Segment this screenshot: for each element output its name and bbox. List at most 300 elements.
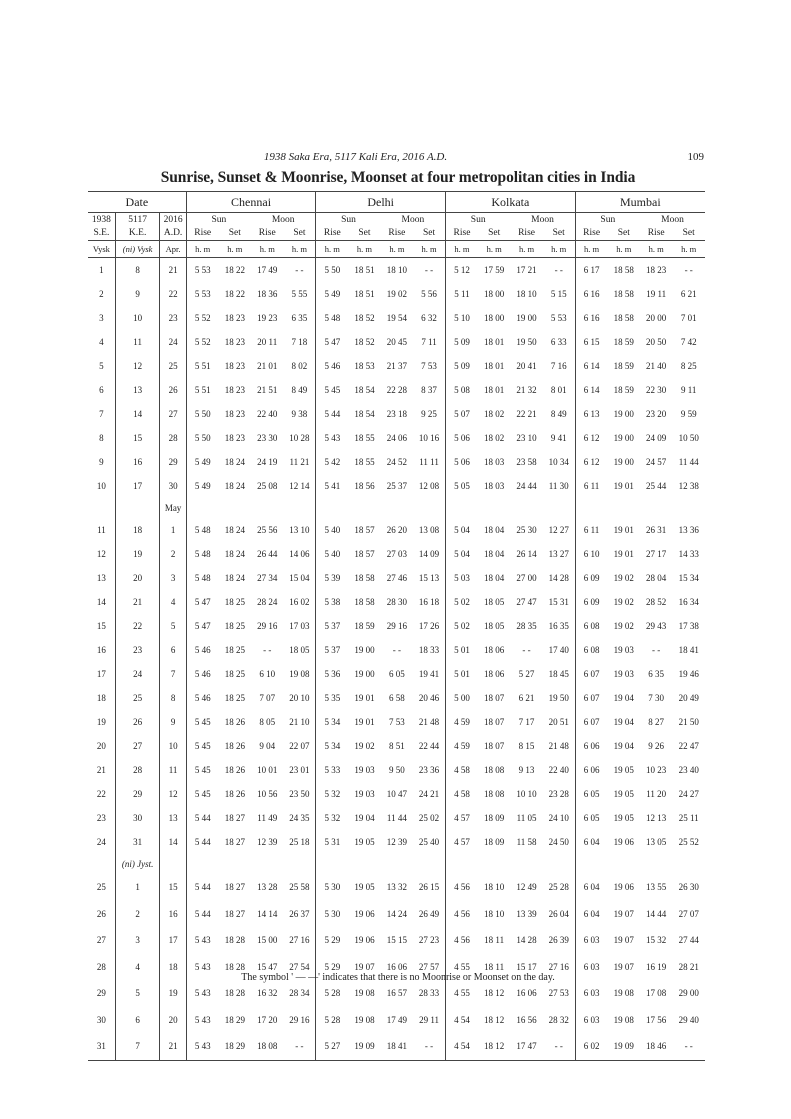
time-cell: 19 05: [354, 837, 375, 847]
ke-day: 13: [115, 378, 160, 402]
time-cell: 6 58: [389, 693, 405, 703]
time-cell: 20 46: [418, 693, 440, 703]
time-cell: 5 46: [316, 354, 348, 378]
time-cell: 25 56: [257, 525, 278, 535]
time-cell: 5 27: [518, 669, 535, 679]
time-cell: 5 47: [316, 330, 348, 354]
time-cell: 18 58: [354, 597, 375, 607]
time-cell: 6 08: [575, 638, 607, 662]
time-cell: 19 06: [354, 908, 375, 919]
time-cell: - -: [413, 1033, 445, 1060]
ad-day: 3: [160, 566, 186, 590]
time-cell: 19 01: [613, 481, 634, 491]
time-cell: 26 20: [386, 525, 407, 535]
ke-day: 22: [115, 614, 160, 638]
time-cell: 18 58: [613, 313, 634, 323]
time-cell: 5 45: [186, 758, 218, 782]
time-cell: 19 54: [386, 313, 407, 323]
time-cell: 27 07: [678, 908, 699, 919]
set-header: Set: [358, 228, 371, 238]
time-cell: 5 52: [186, 306, 218, 330]
time-cell: 6 05: [575, 806, 607, 830]
ke-day: 14: [115, 402, 160, 426]
time-cell: 26 14: [516, 549, 537, 559]
time-cell: 5 51: [186, 354, 218, 378]
ad-day: 28: [160, 426, 186, 450]
table-row: [88, 980, 705, 1007]
time-cell: 5 40: [316, 542, 348, 566]
time-cell: 18 12: [478, 1033, 510, 1060]
time-cell: 19 03: [613, 669, 634, 679]
time-cell: 19 08: [354, 1014, 375, 1025]
ke-day: 10: [115, 306, 160, 330]
time-cell: 25 28: [548, 882, 569, 893]
time-cell: 28 33: [418, 988, 440, 999]
time-cell: 20 50: [646, 337, 667, 347]
time-cell: 18 02: [484, 409, 505, 419]
unit-label: h. m: [219, 241, 251, 258]
empty-cell: [543, 854, 575, 874]
time-cell: 20 41: [516, 361, 537, 371]
time-cell: - -: [522, 645, 531, 655]
table-row: [88, 590, 705, 614]
time-cell: 24 52: [386, 457, 407, 467]
ad-day: 10: [160, 734, 186, 758]
time-cell: 6 13: [575, 402, 607, 426]
time-cell: 19 08: [289, 669, 310, 679]
empty-cell: [316, 854, 348, 874]
se-day: 11: [97, 525, 106, 535]
se-day: 23: [96, 813, 106, 823]
time-cell: 29 00: [678, 988, 699, 999]
time-cell: 27 34: [257, 573, 278, 583]
time-cell: 24 57: [646, 457, 667, 467]
table-row: [88, 1033, 705, 1060]
time-cell: 18 27: [224, 813, 245, 823]
time-cell: 6 16: [575, 282, 607, 306]
time-cell: 5 49: [316, 282, 348, 306]
time-cell: 12 38: [678, 481, 699, 491]
time-cell: 18 07: [484, 693, 505, 703]
time-cell: 26 39: [548, 935, 569, 946]
table-row: [88, 402, 705, 426]
ke-day: 28: [115, 758, 160, 782]
time-cell: 9 25: [421, 409, 437, 419]
ke-day: 2: [115, 901, 160, 928]
time-cell: 22 44: [418, 741, 440, 751]
footnote: The symbol ' — —' indicates that there is no Moonrise or Moonset on the day.: [241, 972, 555, 983]
time-cell: 18 05: [484, 597, 505, 607]
time-cell: 18 28: [224, 961, 245, 972]
time-cell: 28 52: [646, 597, 667, 607]
table-row: [88, 566, 705, 590]
time-cell: 20 49: [678, 693, 699, 703]
ad-day: 12: [160, 782, 186, 806]
time-cell: 17 47: [510, 1033, 542, 1060]
time-cell: - -: [263, 645, 272, 655]
time-cell: 19 02: [386, 289, 407, 299]
time-cell: 8 37: [421, 385, 437, 395]
table-row: [88, 1007, 705, 1034]
time-cell: 28 21: [678, 961, 699, 972]
time-cell: 19 00: [613, 409, 634, 419]
ke-day: 1: [115, 874, 160, 901]
time-cell: 18 29: [219, 1033, 251, 1060]
date-header: Date: [88, 192, 186, 213]
time-cell: 13 36: [678, 525, 699, 535]
set-header: Set: [552, 228, 565, 238]
time-cell: 4 56: [446, 901, 478, 928]
time-cell: 29 43: [646, 621, 667, 631]
time-cell: 5 04: [446, 518, 478, 542]
time-cell: 19 07: [613, 961, 634, 972]
ke-day: 30: [115, 806, 160, 830]
table-row: [88, 830, 705, 854]
time-cell: 24 50: [548, 837, 569, 847]
time-cell: 18 07: [484, 741, 505, 751]
empty-cell: [510, 854, 542, 874]
time-cell: 5 47: [186, 614, 218, 638]
astro-table: [88, 191, 705, 1061]
time-cell: 5 07: [446, 402, 478, 426]
time-cell: 24 09: [646, 433, 667, 443]
time-cell: 13 28: [257, 882, 278, 893]
time-cell: 12 08: [418, 481, 440, 491]
time-cell: 19 05: [613, 789, 634, 799]
time-cell: 11 20: [646, 789, 667, 799]
time-cell: 18 23: [224, 361, 245, 371]
time-cell: 18 11: [484, 935, 505, 946]
time-cell: 8 01: [550, 385, 567, 395]
time-cell: 6 14: [575, 354, 607, 378]
time-cell: 5 00: [446, 686, 478, 710]
time-cell: 5 30: [316, 874, 348, 901]
time-cell: 20 45: [386, 337, 407, 347]
time-cell: 6 07: [575, 662, 607, 686]
ad-day: 22: [160, 282, 186, 306]
time-cell: 19 11: [646, 289, 667, 299]
time-cell: 27 44: [678, 935, 699, 946]
time-cell: 11 44: [678, 457, 699, 467]
time-cell: 20 11: [257, 337, 278, 347]
time-cell: 5 37: [316, 614, 348, 638]
time-cell: 6 15: [575, 330, 607, 354]
time-cell: - -: [392, 645, 401, 655]
ke-day: 27: [115, 734, 160, 758]
time-cell: 5 53: [186, 282, 218, 306]
time-cell: 28 32: [548, 1014, 569, 1025]
time-cell: 22 28: [386, 385, 407, 395]
time-cell: 21 37: [386, 361, 407, 371]
time-cell: 18 24: [224, 549, 245, 559]
month-label-row: [88, 854, 705, 874]
time-cell: 19 07: [613, 908, 634, 919]
time-cell: 18 54: [354, 409, 375, 419]
time-cell: 21 48: [418, 717, 440, 727]
unit-label: h. m: [510, 241, 542, 258]
time-cell: 18 05: [289, 645, 310, 655]
time-cell: 15 04: [289, 573, 310, 583]
ke-day: 21: [115, 590, 160, 614]
time-cell: 5 03: [446, 566, 478, 590]
empty-cell: [672, 498, 705, 518]
time-cell: 5 55: [291, 289, 308, 299]
time-cell: 25 40: [418, 837, 440, 847]
time-cell: 23 28: [548, 789, 569, 799]
empty-cell: [219, 498, 251, 518]
time-cell: 23 36: [418, 765, 440, 775]
time-cell: 24 19: [257, 457, 278, 467]
empty-cell: [575, 854, 607, 874]
time-cell: 6 02: [575, 1033, 607, 1060]
table-row: [88, 662, 705, 686]
time-cell: 5 53: [186, 258, 218, 283]
time-cell: 21 10: [289, 717, 310, 727]
time-cell: 17 59: [484, 265, 505, 275]
ke-day: 15: [115, 426, 160, 450]
se-day: 17: [96, 669, 106, 679]
time-cell: 18 54: [354, 385, 375, 395]
time-cell: 13 39: [516, 908, 537, 919]
city-header-mumbai: Mumbai: [575, 192, 705, 213]
time-cell: 5 35: [316, 686, 348, 710]
se-day: 6: [99, 385, 104, 395]
time-cell: 18 01: [484, 361, 505, 371]
time-cell: 24 35: [289, 813, 310, 823]
se-day: 31: [88, 1033, 115, 1060]
ke-day: 23: [115, 638, 160, 662]
table-row: [88, 426, 705, 450]
header-row-cities: [88, 192, 705, 213]
time-cell: 5 48: [186, 566, 218, 590]
time-cell: 16 19: [646, 961, 667, 972]
rise-header: Rise: [258, 228, 276, 238]
time-cell: 19 08: [613, 988, 634, 999]
era-ad-year: 2016: [160, 213, 186, 227]
time-cell: 17 40: [548, 645, 569, 655]
time-cell: 25 44: [646, 481, 667, 491]
time-cell: 10 23: [646, 765, 667, 775]
time-cell: 7 11: [421, 337, 437, 347]
time-cell: 5 44: [186, 901, 218, 928]
empty-cell: [446, 854, 478, 874]
moon-header: Moon: [401, 214, 425, 225]
time-cell: - -: [652, 645, 661, 655]
time-cell: 5 43: [316, 426, 348, 450]
ad-day: 25: [160, 354, 186, 378]
time-cell: 5 50: [316, 258, 348, 283]
time-cell: 16 57: [386, 988, 407, 999]
time-cell: 14 14: [257, 908, 278, 919]
time-cell: 6 35: [648, 669, 665, 679]
time-cell: 10 01: [257, 765, 278, 775]
time-cell: 19 03: [354, 765, 375, 775]
moon-header: Moon: [661, 214, 684, 225]
se-day: 14: [96, 597, 106, 607]
time-cell: 18 06: [484, 645, 505, 655]
time-cell: 18 23: [224, 409, 245, 419]
time-cell: 24 21: [418, 789, 440, 799]
se-day: 24: [96, 837, 106, 847]
moon-header: Moon: [271, 214, 295, 225]
time-cell: 5 12: [446, 258, 478, 283]
time-cell: 5 40: [316, 518, 348, 542]
time-cell: 12 39: [386, 837, 407, 847]
time-cell: 19 06: [613, 837, 634, 847]
time-cell: 28 34: [289, 988, 310, 999]
time-cell: 5 43: [186, 1033, 218, 1060]
table-row: [88, 378, 705, 402]
time-cell: 8 27: [648, 717, 665, 727]
time-cell: 18 09: [484, 813, 505, 823]
time-cell: 18 24: [224, 573, 245, 583]
time-cell: 27 00: [516, 573, 537, 583]
time-cell: 23 40: [678, 765, 699, 775]
empty-cell: [510, 498, 542, 518]
time-cell: 6 05: [575, 782, 607, 806]
city-header-delhi: Delhi: [316, 192, 446, 213]
time-cell: 5 53: [550, 313, 567, 323]
time-cell: 18 23: [646, 265, 667, 275]
se-day: 18: [96, 693, 106, 703]
time-cell: 5 37: [316, 638, 348, 662]
unit-label: h. m: [186, 241, 218, 258]
time-cell: 6 09: [575, 590, 607, 614]
time-cell: 19 41: [418, 669, 440, 679]
header-row-rise-set: [88, 226, 705, 241]
time-cell: 5 42: [316, 450, 348, 474]
empty-cell: [478, 498, 510, 518]
time-cell: 5 38: [316, 590, 348, 614]
time-cell: 6 03: [575, 1007, 607, 1034]
time-cell: 4 57: [446, 806, 478, 830]
time-cell: 5 28: [316, 1007, 348, 1034]
time-cell: 11 49: [257, 813, 278, 823]
time-cell: 5 48: [186, 542, 218, 566]
time-cell: 23 30: [257, 433, 278, 443]
ad-day: 2: [160, 542, 186, 566]
month-label-ad: May: [160, 498, 186, 518]
time-cell: 18 10: [386, 265, 407, 275]
time-cell: 19 09: [608, 1033, 640, 1060]
time-cell: 19 08: [613, 1014, 634, 1025]
time-cell: 14 33: [678, 549, 699, 559]
time-cell: 18 04: [484, 573, 505, 583]
time-cell: 19 01: [613, 549, 634, 559]
time-cell: 5 09: [446, 354, 478, 378]
ad-day: 5: [160, 614, 186, 638]
time-cell: 17 21: [516, 265, 537, 275]
time-cell: 7 53: [421, 361, 437, 371]
se-day: 2: [99, 289, 104, 299]
time-cell: 7 07: [259, 693, 276, 703]
ad-day: 20: [160, 1007, 186, 1034]
table-row: [88, 874, 705, 901]
time-cell: 19 07: [354, 961, 375, 972]
time-cell: 15 47: [257, 961, 278, 972]
time-cell: 18 10: [484, 882, 505, 893]
time-cell: 26 30: [678, 882, 699, 893]
se-day: 25: [96, 882, 106, 893]
time-cell: 5 15: [550, 289, 567, 299]
time-cell: 6 07: [575, 686, 607, 710]
ke-day: 4: [115, 954, 160, 981]
unit-label: h. m: [478, 241, 510, 258]
time-cell: 10 56: [257, 789, 278, 799]
se-day: 5: [99, 361, 104, 371]
time-cell: 6 06: [575, 734, 607, 758]
time-cell: 5 43: [186, 927, 218, 954]
time-cell: 5 10: [446, 306, 478, 330]
time-cell: 5 43: [186, 980, 218, 1007]
time-cell: 4 55: [446, 954, 478, 981]
ad-day: 21: [160, 1033, 186, 1060]
time-cell: 4 54: [446, 1007, 478, 1034]
time-cell: 11 44: [386, 813, 407, 823]
ad-day: 18: [160, 954, 186, 981]
time-cell: 27 54: [289, 961, 310, 972]
time-cell: 5 28: [316, 980, 348, 1007]
time-cell: 23 50: [289, 789, 310, 799]
time-cell: 7 42: [680, 337, 697, 347]
time-cell: 19 05: [613, 765, 634, 775]
time-cell: 11 11: [419, 457, 439, 467]
time-cell: 10 47: [386, 789, 407, 799]
sun-header: Sun: [575, 213, 640, 227]
time-cell: 6 04: [575, 874, 607, 901]
time-cell: 13 32: [386, 882, 407, 893]
time-cell: 18 25: [224, 693, 245, 703]
time-cell: 6 21: [518, 693, 535, 703]
header-row-sun-moon: [88, 213, 705, 227]
time-cell: 4 57: [446, 830, 478, 854]
time-cell: 16 34: [678, 597, 699, 607]
time-cell: 18 02: [484, 433, 505, 443]
time-cell: 18 09: [484, 837, 505, 847]
table-row: [88, 306, 705, 330]
time-cell: 4 58: [446, 758, 478, 782]
time-cell: 27 53: [548, 988, 569, 999]
table-row: [88, 901, 705, 928]
empty-cell: [381, 854, 413, 874]
unit-label: h. m: [381, 241, 413, 258]
time-cell: 16 18: [418, 597, 440, 607]
ad-day: 14: [160, 830, 186, 854]
se-day: 28: [96, 961, 106, 972]
time-cell: 16 56: [516, 1014, 537, 1025]
time-cell: 23 10: [516, 433, 537, 443]
table-row: [88, 450, 705, 474]
time-cell: 4 56: [446, 874, 478, 901]
time-cell: 18 58: [354, 573, 375, 583]
time-cell: 15 32: [646, 935, 667, 946]
time-cell: 18 12: [484, 1014, 505, 1025]
time-cell: 8 02: [291, 361, 308, 371]
time-cell: 26 37: [289, 908, 310, 919]
time-cell: 18 22: [224, 289, 245, 299]
time-cell: - -: [684, 265, 693, 275]
ad-day: 9: [160, 710, 186, 734]
time-cell: 19 00: [354, 645, 375, 655]
moon-header: Moon: [531, 214, 554, 225]
time-cell: 4 59: [446, 734, 478, 758]
time-cell: 5 51: [186, 378, 218, 402]
time-cell: 14 28: [516, 935, 537, 946]
unit-label: h. m: [608, 241, 640, 258]
se-day: 29: [96, 988, 106, 999]
time-cell: 17 38: [678, 621, 699, 631]
time-cell: 25 58: [289, 882, 310, 893]
